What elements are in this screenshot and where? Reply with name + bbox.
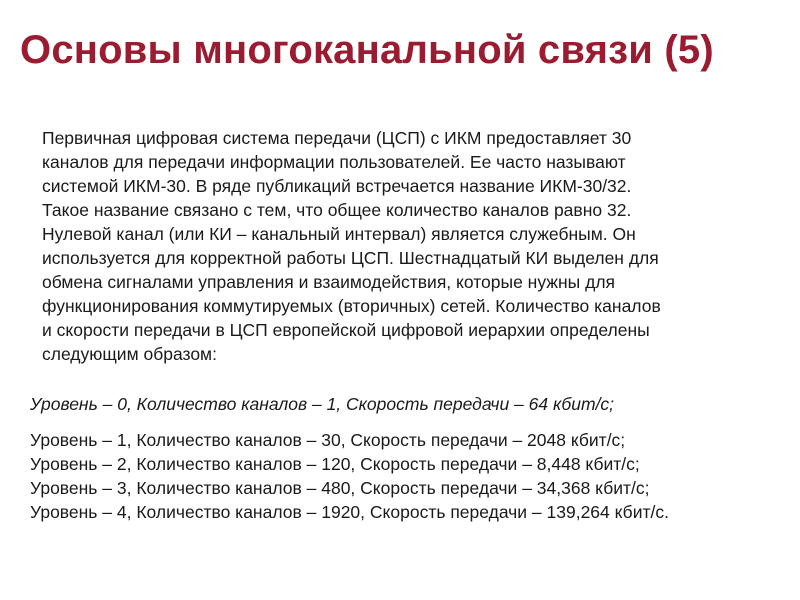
level-list	[30, 428, 669, 524]
intro-line: каналов для передачи информации пользователей. Ее часто называют	[42, 152, 626, 172]
level-row: Уровень – 4, Количество каналов – 1920, Скорость передачи – 139,264 кбит/с.	[30, 502, 669, 522]
intro-line: Такое название связано с тем, что общее количество каналов равно 32.	[42, 200, 632, 220]
intro-line: используется для корректной работы ЦСП. Шестнадцатый КИ выделен для	[42, 248, 659, 268]
slide-title: Основы многоканальной связи (5)	[20, 28, 714, 72]
level-row: Уровень – 3, Количество каналов – 480, Скорость передачи – 34,368 кбит/с;	[30, 478, 650, 498]
intro-line: Первичная цифровая система передачи (ЦСП) с ИКМ предоставляет 30	[42, 128, 632, 148]
intro-paragraph	[42, 126, 782, 366]
intro-line: следующим образом:	[42, 344, 217, 364]
intro-line: обмена сигналами управления и взаимодействия, которые нужны для	[42, 272, 616, 292]
level-row: Уровень – 2, Количество каналов – 120, Скорость передачи – 8,448 кбит/с;	[30, 454, 640, 474]
level-row: Уровень – 1, Количество каналов – 30, Скорость передачи – 2048 кбит/с;	[30, 430, 626, 450]
intro-line: Нулевой канал (или КИ – канальный интервал) является служебным. Он	[42, 224, 636, 244]
level-zero-line: Уровень – 0, Количество каналов – 1, Скорость передачи – 64 кбит/с;	[30, 394, 615, 414]
intro-line: функционирования коммутируемых (вторичных) сетей. Количество каналов	[42, 296, 661, 316]
intro-line: и скорости передачи в ЦСП европейской цифровой иерархии определены	[42, 320, 650, 340]
intro-line: системой ИКМ-30. В ряде публикаций встречается название ИКМ-30/32.	[42, 176, 632, 196]
